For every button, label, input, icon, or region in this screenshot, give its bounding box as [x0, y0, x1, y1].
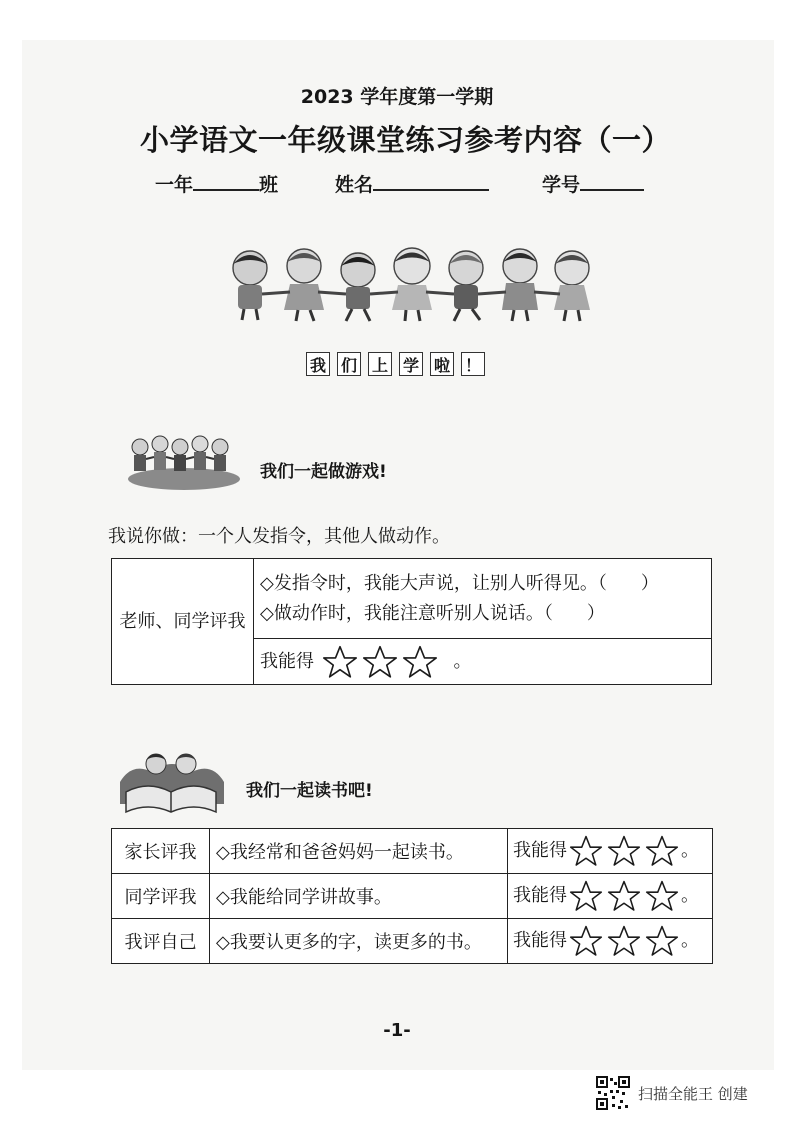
criteria-cell	[254, 559, 712, 639]
evaluator-cell: 老师、同学评我	[112, 559, 254, 685]
star-rating	[569, 834, 679, 868]
cheer-char: 上	[368, 352, 392, 376]
star-outline-icon[interactable]	[645, 924, 679, 958]
student-id-blank[interactable]	[580, 171, 644, 191]
criterion-text: ◇发指令时，我能大声说，让别人听得见。	[260, 572, 598, 594]
paren-close: ）	[640, 572, 659, 594]
score-cell	[508, 829, 713, 874]
star-outline-icon[interactable]	[645, 879, 679, 913]
children-row-icon	[233, 248, 590, 321]
section-title-reading: 我们一起读书吧!	[246, 781, 373, 801]
score-cell	[254, 639, 712, 685]
criterion-line	[254, 599, 711, 629]
name-label: 姓名	[335, 174, 374, 196]
game-instruction: 我说你做：一个人发指令，其他人做动作。	[108, 526, 450, 547]
score-end: 。	[681, 840, 699, 861]
score-end: 。	[681, 930, 699, 951]
student-id-field	[542, 170, 644, 197]
criterion-cell: ◇我经常和爸爸妈妈一起读书。	[210, 829, 508, 874]
score-end: 。	[681, 885, 699, 906]
class-field	[155, 170, 278, 197]
star-outline-icon[interactable]	[362, 644, 398, 680]
criterion-text: ◇做动作时，我能注意听别人说话。	[260, 602, 544, 624]
table-row	[112, 559, 712, 639]
children-holding-hands-illustration	[222, 244, 602, 326]
evaluator-cell: 我评自己	[112, 919, 210, 964]
cheer-char: 学	[399, 352, 423, 376]
evaluator-cell: 同学评我	[112, 874, 210, 919]
student-id-label: 学号	[542, 174, 581, 196]
children-reading-book-icon	[112, 742, 230, 818]
table-row	[112, 874, 713, 919]
score-cell	[508, 874, 713, 919]
name-field	[335, 170, 489, 197]
name-blank[interactable]	[373, 171, 489, 191]
star-outline-icon[interactable]	[569, 879, 603, 913]
star-outline-icon[interactable]	[607, 879, 641, 913]
star-outline-icon[interactable]	[322, 644, 358, 680]
school-year-heading: 2023 学年度第一学期	[300, 86, 494, 108]
star-outline-icon[interactable]	[569, 834, 603, 868]
reading-evaluation-table	[111, 828, 713, 964]
cheer-banner	[306, 352, 485, 376]
star-outline-icon[interactable]	[402, 644, 438, 680]
scanner-watermark: 扫描全能王 创建	[638, 1085, 748, 1103]
star-outline-icon[interactable]	[569, 924, 603, 958]
cheer-char: 我	[306, 352, 330, 376]
children-playing-icon	[126, 433, 244, 491]
star-outline-icon[interactable]	[645, 834, 679, 868]
star-rating	[322, 644, 438, 680]
star-outline-icon[interactable]	[607, 924, 641, 958]
score-cell	[508, 919, 713, 964]
star-outline-icon[interactable]	[607, 834, 641, 868]
game-evaluation-table	[111, 558, 712, 685]
star-rating	[569, 924, 679, 958]
class-label: 班	[259, 174, 279, 196]
criterion-cell: ◇我能给同学讲故事。	[210, 874, 508, 919]
score-label: 我能得	[513, 930, 567, 951]
qr-code-icon	[596, 1076, 630, 1110]
evaluator-cell: 家长评我	[112, 829, 210, 874]
grade-label: 一年	[155, 174, 194, 196]
section-title-games: 我们一起做游戏!	[260, 462, 387, 482]
paren-open: （	[543, 602, 553, 624]
score-label: 我能得	[513, 885, 567, 906]
table-row	[112, 919, 713, 964]
star-rating	[569, 879, 679, 913]
score-label: 我能得	[513, 840, 567, 861]
criterion-line	[254, 569, 711, 599]
cheer-char: 啦	[430, 352, 454, 376]
criterion-cell: ◇我要认更多的字，读更多的书。	[210, 919, 508, 964]
score-end: 。	[453, 650, 472, 672]
paren-open: （	[597, 572, 607, 594]
page-number: -1-	[383, 1020, 411, 1041]
cheer-char: ！	[461, 352, 485, 376]
cheer-char: 们	[337, 352, 361, 376]
worksheet-title: 小学语文一年级课堂练习参考内容（一）	[140, 123, 672, 157]
paren-close: ）	[586, 602, 605, 624]
score-label: 我能得	[260, 650, 314, 672]
class-blank[interactable]	[193, 171, 259, 191]
table-row	[112, 829, 713, 874]
